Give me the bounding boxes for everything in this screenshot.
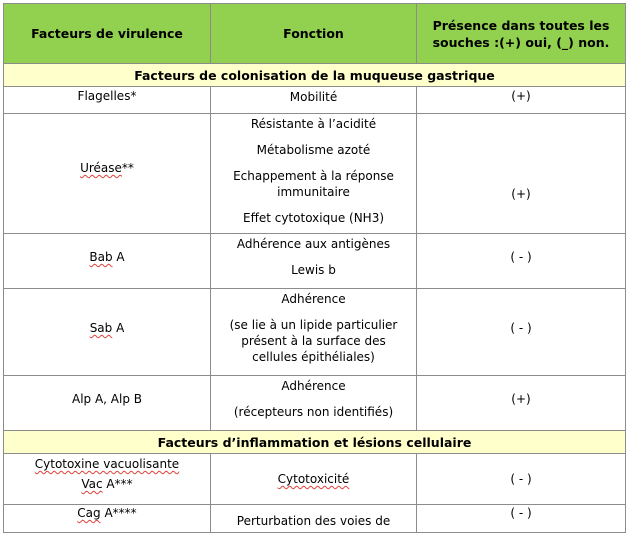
factor-line bbox=[8, 456, 206, 472]
factor-cell bbox=[4, 454, 211, 505]
factor-name: Sab bbox=[89, 321, 113, 335]
table-row bbox=[4, 114, 626, 234]
function-line: Résistante à l’acidité bbox=[250, 117, 377, 131]
function-line: Lewis b bbox=[291, 263, 336, 277]
function-line: (récepteurs non identifiés) bbox=[233, 405, 394, 419]
function-line: Métabolisme azoté bbox=[256, 143, 371, 157]
factor-line bbox=[8, 476, 206, 492]
function-line: Cytotoxicité bbox=[277, 472, 350, 486]
presence-cell: (+) bbox=[417, 114, 626, 234]
section-row-inflammation bbox=[4, 431, 626, 454]
function-line: Adhérence bbox=[281, 379, 346, 393]
presence-cell: ( - ) bbox=[417, 234, 626, 289]
factor-suffix: A bbox=[112, 321, 125, 335]
function-line: (se lie à un lipide particulier présent à la surface des cellules épithéliales) bbox=[229, 318, 398, 364]
presence-cell: (+) bbox=[417, 376, 626, 431]
presence-cell: ( - ) bbox=[417, 289, 626, 376]
factor-suffix: A bbox=[112, 250, 125, 264]
function-line: Adhérence aux antigènes bbox=[236, 237, 391, 251]
function-line: Effet cytotoxique (NH3) bbox=[242, 211, 385, 225]
factor-cell: Flagelles* bbox=[4, 87, 211, 114]
function-cell bbox=[211, 289, 417, 376]
table-row bbox=[4, 289, 626, 376]
section-title-inflammation: Facteurs d’inflammation et lésions cellulaire bbox=[4, 431, 626, 454]
factor-name: Bab bbox=[89, 250, 113, 264]
function-line: Perturbation des voies de bbox=[236, 514, 391, 528]
section-title-colonisation: Facteurs de colonisation de la muqueuse gastrique bbox=[4, 64, 626, 87]
header-presence: Présence dans toutes les souches :(+) oui, (_) non. bbox=[417, 4, 626, 64]
presence-cell: ( - ) bbox=[417, 454, 626, 505]
function-line: Mobilité bbox=[289, 90, 338, 104]
factor-name: Vac bbox=[81, 477, 103, 491]
factor-cell: Alp A, Alp B bbox=[4, 376, 211, 431]
function-cell bbox=[211, 454, 417, 505]
function-line: Echappement à la réponse immunitaire bbox=[233, 169, 394, 199]
table-row bbox=[4, 87, 626, 114]
header-factors: Facteurs de virulence bbox=[4, 4, 211, 64]
function-cell bbox=[211, 505, 417, 533]
factor-cell bbox=[4, 234, 211, 289]
function-cell bbox=[211, 114, 417, 234]
factor-suffix: ** bbox=[121, 161, 134, 175]
section-row-colonisation bbox=[4, 64, 626, 87]
presence-cell: (+) bbox=[417, 87, 626, 114]
factor-cell bbox=[4, 289, 211, 376]
header-row bbox=[4, 4, 626, 64]
factor-name: Cag bbox=[77, 506, 101, 520]
header-function: Fonction bbox=[211, 4, 417, 64]
factor-suffix: A*** bbox=[102, 477, 133, 491]
virulence-factors-table bbox=[3, 3, 626, 533]
presence-cell: ( - ) bbox=[417, 505, 626, 533]
table-row bbox=[4, 505, 626, 533]
function-line: Adhérence bbox=[281, 292, 346, 306]
factor-cell bbox=[4, 114, 211, 234]
factor-name: Cytotoxine vacuolisante bbox=[34, 457, 180, 471]
function-cell bbox=[211, 376, 417, 431]
factor-name: Uréase bbox=[80, 161, 122, 175]
factor-suffix: A**** bbox=[100, 506, 137, 520]
factor-cell bbox=[4, 505, 211, 533]
table-row bbox=[4, 234, 626, 289]
table-row bbox=[4, 376, 626, 431]
function-cell bbox=[211, 87, 417, 114]
table-row bbox=[4, 454, 626, 505]
function-cell bbox=[211, 234, 417, 289]
